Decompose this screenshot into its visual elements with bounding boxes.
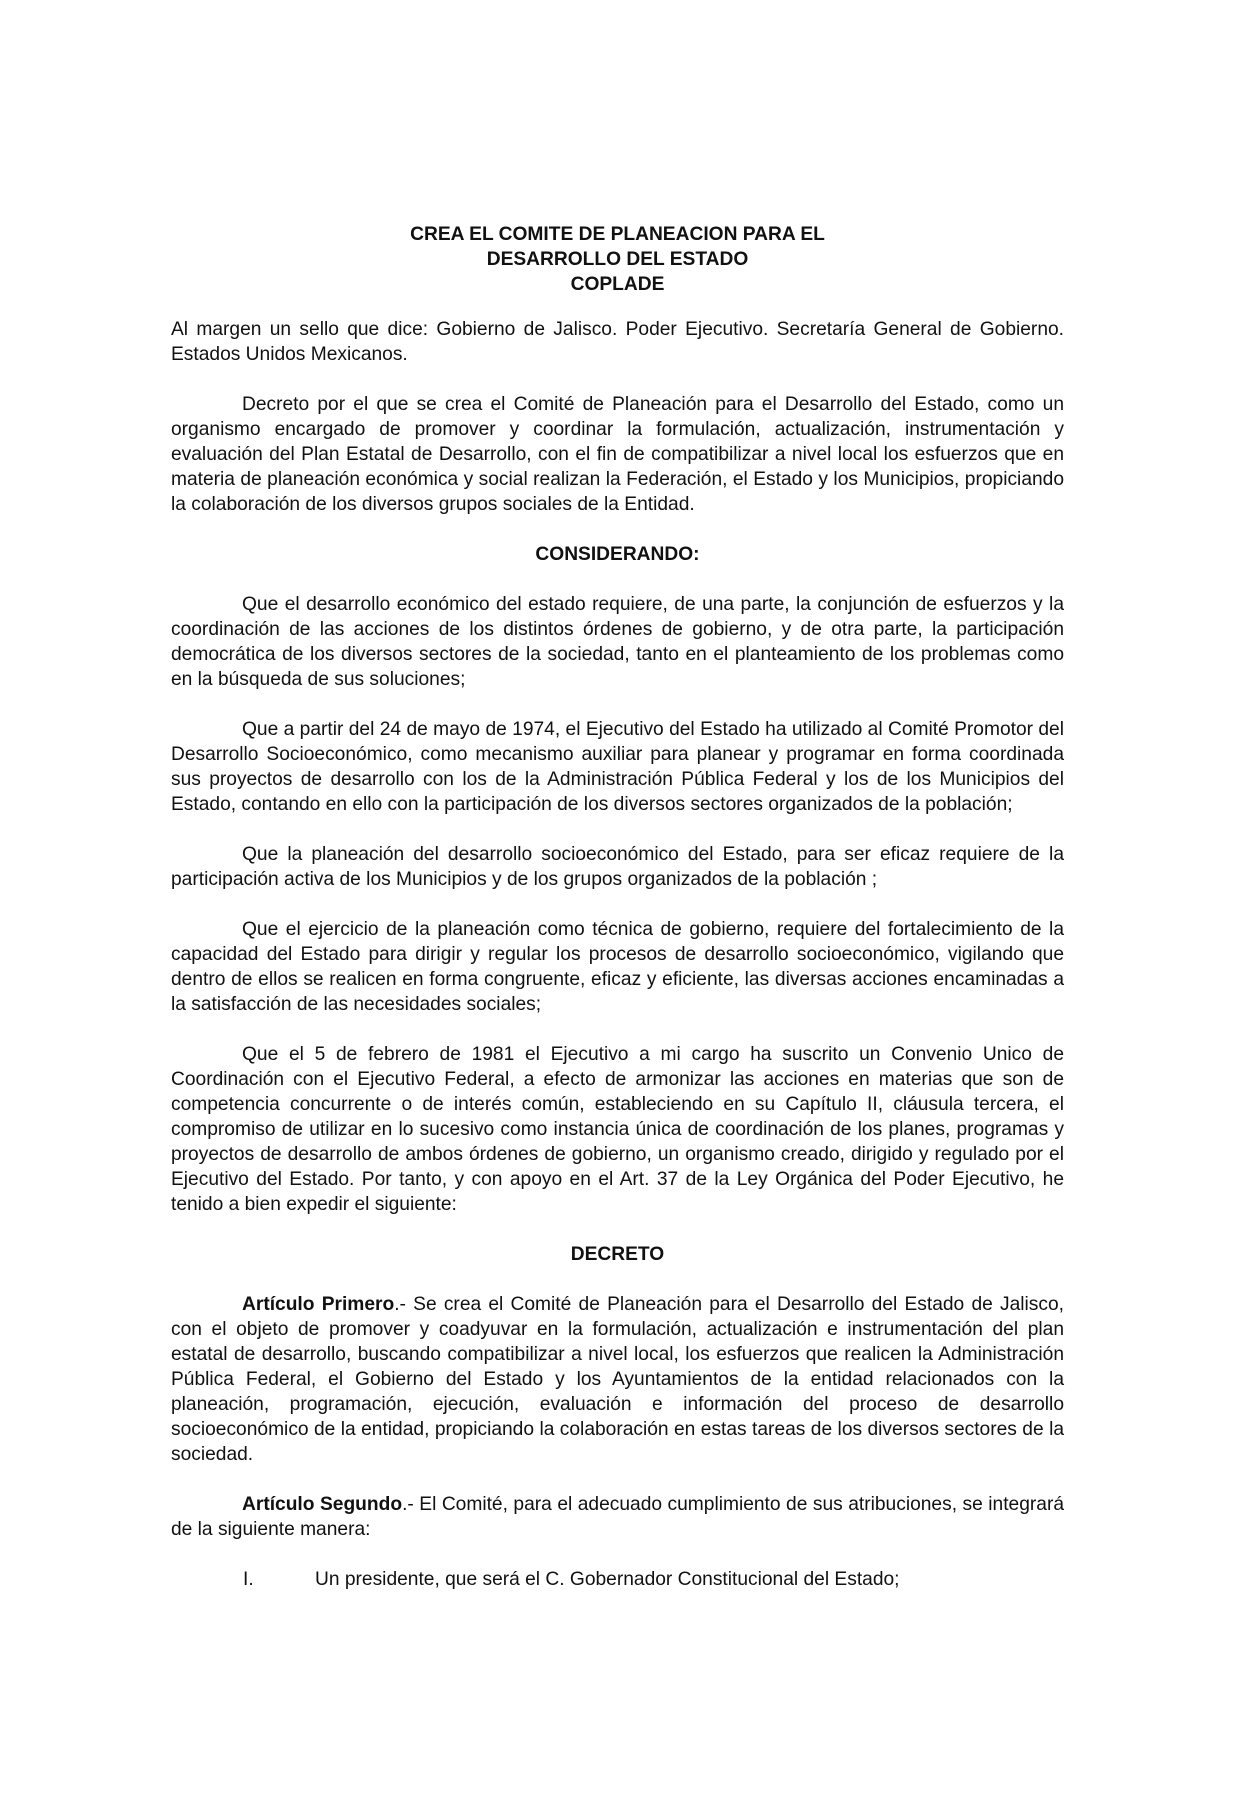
title-line-1: CREA EL COMITE DE PLANEACION PARA EL — [410, 224, 825, 245]
considerando-paragraph: Que a partir del 24 de mayo de 1974, el Ejecutivo del Estado ha utilizado al Comité Promotor del Desarrollo Socioeconómico, como mecanismo auxiliar para planear y programar en forma coordinada sus proyectos de desarrollo con los de la Administración Pública Federal y los de los Municipios del Estado, contando en ello con la participación de los diversos sectores organizados de la población; — [171, 719, 1064, 815]
decreto-heading: DECRETO — [570, 1244, 665, 1265]
list-item — [171, 1567, 1064, 1592]
title-line-3: COPLADE — [570, 274, 665, 295]
article-text: .- El Comité, para el adecuado cumplimiento de sus atribuciones, se integrará de la siguiente manera: — [171, 1494, 1065, 1540]
article-text: .- Se crea el Comité de Planeación para el Desarrollo del Estado de Jalisco, con el objeto de promover y coadyuvar en la formulación, actualización e instrumentación del plan estatal de desarrollo, buscando compatibilizar a nivel local, los esfuerzos que realicen la Administración Pública Federal, el Gobierno del Estado y los Ayuntamientos de la entidad relacionados con la planeación, programación, ejecución, evaluación e información del proceso de desarrollo socioeconómico de la entidad, propiciando la colaboración en estas tareas de los diversos sectores de la sociedad. — [171, 1294, 1064, 1465]
considerando-paragraph: Que el desarrollo económico del estado requiere, de una parte, la conjunción de esfuerzos y la coordinación de las acciones de los distintos órdenes de gobierno, y de otra parte, la participación democrática de los diversos sectores de la sociedad, tanto en el planteamiento de los problemas como en la búsqueda de sus soluciones; — [171, 594, 1064, 690]
seal-paragraph: Al margen un sello que dice: Gobierno de Jalisco. Poder Ejecutivo. Secretaría General de Gobierno. Estados Unidos Mexicanos. — [171, 319, 1064, 365]
article-paragraph — [171, 1292, 1064, 1467]
document-page — [171, 222, 1064, 1592]
decree-intro-paragraph: Decreto por el que se crea el Comité de Planeación para el Desarrollo del Estado, como un organismo encargado de promover y coordinar la formulación, actualización, instrumentación y evaluación del Plan Estatal de Desarrollo, con el fin de compatibilizar a nivel local los esfuerzos que en materia de planeación económica y social realizan la Federación, el Estado y los Municipios, propiciando la colaboración de los diversos grupos sociales de la Entidad. — [171, 394, 1064, 515]
considerando-paragraph: Que el 5 de febrero de 1981 el Ejecutivo a mi cargo ha suscrito un Convenio Unico de Coordinación con el Ejecutivo Federal, a efecto de armonizar las acciones en materias que son de competencia concurrente o de interés común, estableciendo en su Capítulo II, cláusula tercera, el compromiso de utilizar en lo sucesivo como instancia única de coordinación de los planes, programas y proyectos de desarrollo de ambos órdenes de gobierno, un organismo creado, dirigido y regulado por el Ejecutivo del Estado. Por tanto, y con apoyo en el Art. 37 de la Ley Orgánica del Poder Ejecutivo, he tenido a bien expedir el siguiente: — [171, 1044, 1064, 1215]
list-item-text: Un presidente, que será el C. Gobernador Constitucional del Estado; — [315, 1569, 900, 1590]
list-item-number: I. — [243, 1569, 254, 1590]
considerando-paragraph: Que el ejercicio de la planeación como técnica de gobierno, requiere del fortalecimiento de la capacidad del Estado para dirigir y regular los procesos de desarrollo socioeconómico, vigilando que dentro de ellos se realicen en forma congruente, eficaz y eficiente, las diversas acciones encaminadas a la satisfacción de las necesidades sociales; — [171, 919, 1064, 1015]
article-label: Artículo Segundo — [242, 1494, 403, 1515]
article-label: Artículo Primero — [242, 1294, 395, 1315]
considerando-heading: CONSIDERANDO: — [535, 544, 700, 565]
document-title — [171, 222, 1064, 297]
considerando-paragraph: Que la planeación del desarrollo socioeconómico del Estado, para ser eficaz requiere de la participación activa de los Municipios y de los grupos organizados de la población ; — [171, 844, 1064, 890]
article-paragraph — [171, 1492, 1064, 1542]
title-line-2: DESARROLLO DEL ESTADO — [486, 249, 749, 270]
